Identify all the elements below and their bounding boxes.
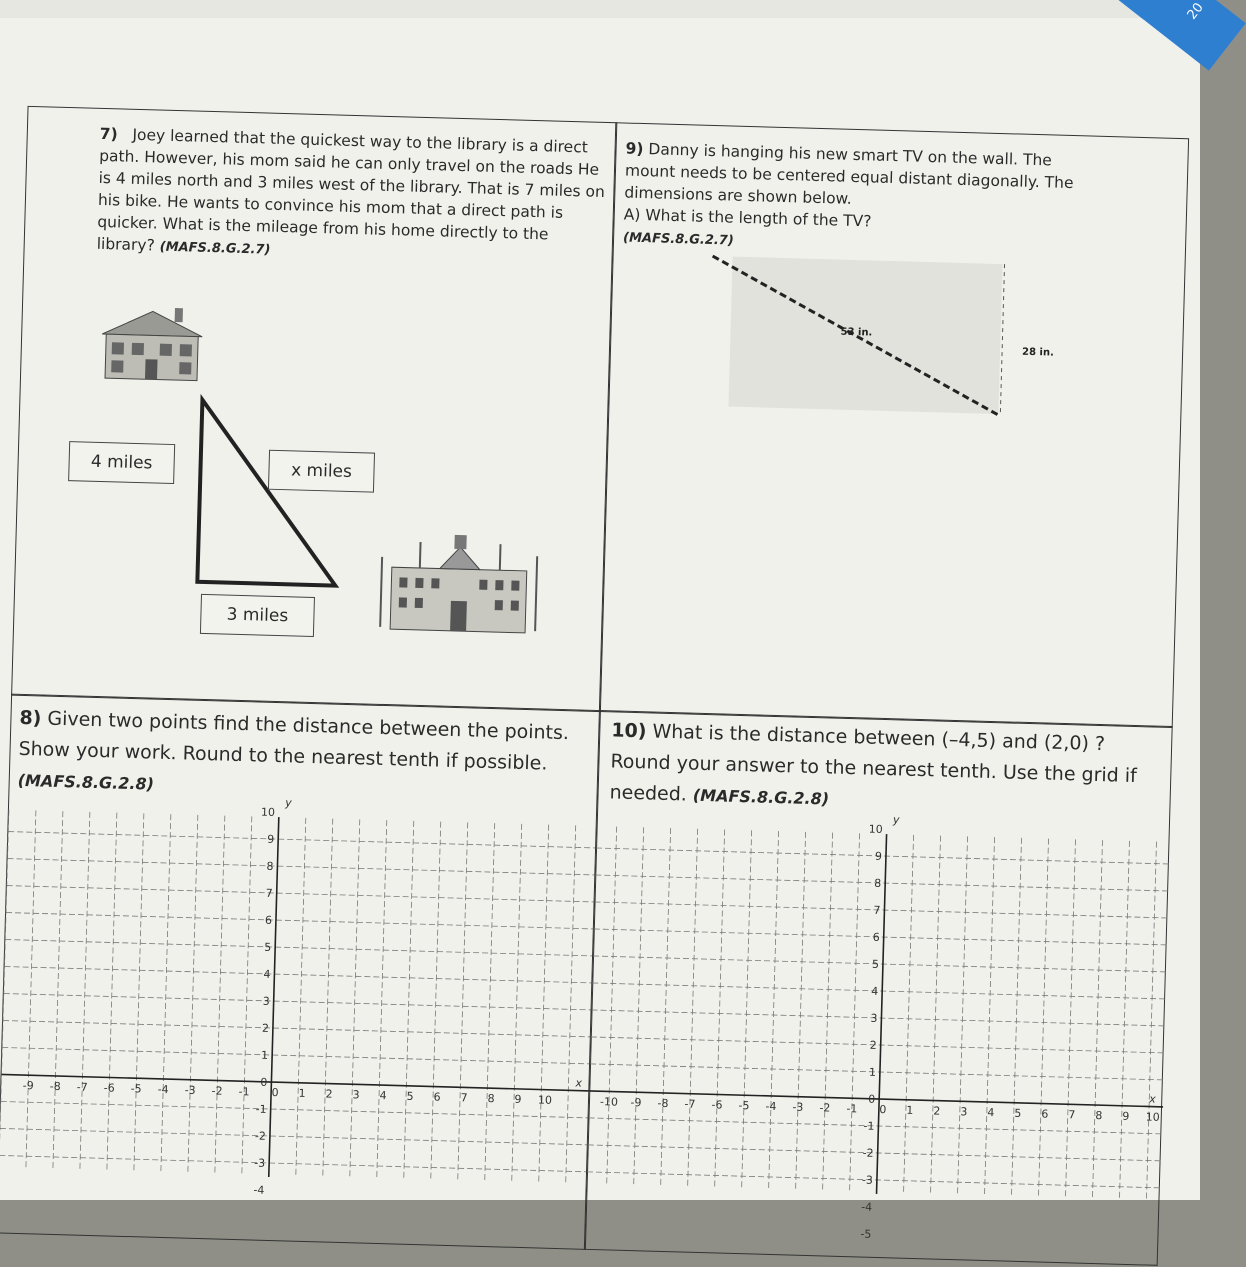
- y-axis-label: y: [285, 796, 292, 810]
- x-axis: [2, 1074, 590, 1093]
- label-3-miles: 3 miles: [200, 594, 315, 637]
- problem-7-number: 7): [99, 124, 118, 144]
- x-tick-label: -4: [765, 1099, 777, 1114]
- x-tick-label: 10: [1145, 1110, 1160, 1124]
- x-tick-label: 3: [352, 1088, 360, 1102]
- grid-line-h: [592, 983, 1166, 999]
- grid-line-v: [607, 827, 617, 1187]
- y-tick-label: 4: [871, 984, 879, 998]
- grid-line-h: [595, 875, 1169, 891]
- y-tick-label: 10: [868, 822, 883, 836]
- problem-8-question: [17, 703, 599, 812]
- x-tick-label: -8: [657, 1096, 669, 1111]
- y-tick-label: 2: [869, 1038, 877, 1052]
- y-tick-label: -4: [253, 1183, 265, 1197]
- x-tick-label: 7: [1068, 1108, 1076, 1122]
- grid-line-v: [904, 835, 914, 1195]
- problem-9-part-a: A) What is the length of the TV?: [623, 205, 872, 231]
- side-label-28: 28 in.: [1021, 346, 1054, 359]
- grid-line-v: [458, 822, 468, 1182]
- grid-line-v: [215, 816, 225, 1176]
- x-tick-label: 0: [879, 1103, 887, 1117]
- grid-line-v: [323, 819, 333, 1179]
- x-tick-label: -9: [22, 1079, 34, 1093]
- x-tick-label: 6: [433, 1090, 441, 1104]
- grid-line-v: [1011, 838, 1021, 1198]
- grid-line-h: [1, 1101, 589, 1117]
- grid-line-h: [594, 929, 1168, 945]
- problem-10-question: [609, 715, 1161, 823]
- grid-line-v: [485, 823, 495, 1183]
- y-tick-label: -5: [860, 1227, 872, 1241]
- tv-diagram: [686, 235, 1093, 496]
- y-tick-label: 8: [266, 859, 274, 873]
- grid-line-h: [595, 902, 1169, 918]
- y-tick-label: 8: [874, 876, 882, 890]
- x-tick-label: 5: [1014, 1106, 1022, 1120]
- grid-line-v: [53, 811, 63, 1171]
- x-tick-label: -1: [238, 1085, 250, 1099]
- grid-line-v: [134, 813, 144, 1173]
- grid-line-v: [661, 828, 671, 1188]
- grid-line-h: [588, 1145, 1162, 1161]
- grid-line-v: [1146, 842, 1156, 1202]
- grid-line-h: [5, 940, 593, 956]
- label-4-miles: 4 miles: [68, 441, 175, 484]
- x-tick-label: -3: [792, 1100, 804, 1114]
- y-tick-label: 10: [260, 805, 276, 820]
- label-x-miles: x miles: [268, 450, 375, 493]
- y-tick-label: 5: [263, 940, 272, 954]
- grid-line-v: [161, 814, 171, 1174]
- problem-7-cell: [11, 106, 617, 712]
- pen-text: 20: [1185, 0, 1208, 23]
- x-tick-label: -6: [103, 1081, 115, 1095]
- x-tick-label: -2: [211, 1084, 223, 1098]
- y-tick-label: 9: [267, 832, 275, 846]
- x-tick-label: 7: [460, 1091, 468, 1105]
- y-tick-label: 1: [260, 1048, 269, 1062]
- grid-line-h: [8, 832, 596, 848]
- y-tick-label: 9: [874, 849, 883, 863]
- problem-9-standard: (MAFS.8.G.2.7): [622, 230, 734, 249]
- y-tick-label: 7: [265, 886, 273, 900]
- grid-line-v: [539, 825, 549, 1185]
- x-tick-label: 5: [406, 1089, 414, 1103]
- x-tick-label: 2: [933, 1104, 941, 1118]
- grid-line-h: [3, 1020, 591, 1036]
- problem-9-cell: [599, 122, 1189, 728]
- grid-line-h: [587, 1172, 1161, 1188]
- x-tick-label: 8: [1095, 1109, 1103, 1123]
- problem-7-question: [96, 123, 610, 271]
- problem-7-text: Joey learned that the quickest way to the library is a direct path. However, his mom said he can only travel on the roads He is 4 miles north and 3 miles west of the library. That is 7 miles on his bike. He wants to convince his mom that a direct path is quicker. What is the mileage from his home directly to the library?: [96, 125, 606, 255]
- grid-line-v: [1038, 839, 1048, 1199]
- x-tick-label: -3: [184, 1083, 196, 1097]
- x-tick-label: -9: [630, 1096, 642, 1110]
- y-tick-label: 7: [873, 903, 881, 917]
- y-tick-label: 0: [867, 1092, 876, 1106]
- problem-10-standard: (MAFS.8.G.2.8): [692, 785, 830, 809]
- grid-line-v: [634, 827, 644, 1187]
- problem-7-standard: (MAFS.8.G.2.7): [159, 239, 271, 258]
- grid-line-h: [4, 994, 592, 1010]
- grid-line-v: [0, 810, 9, 1170]
- grid-line-v: [984, 837, 994, 1197]
- problem-9-text: Danny is hanging his new smart TV on the wall. The mount needs to be centered equal distant diagonally. The dimensions are shown below.: [624, 140, 1074, 208]
- grid-line-v: [742, 830, 752, 1190]
- x-axis-label: x: [1149, 1092, 1156, 1106]
- y-tick-label: 4: [263, 967, 271, 981]
- problem-8-cell: [0, 694, 601, 1250]
- grid-line-v: [242, 816, 252, 1176]
- y-axis-label: y: [892, 813, 900, 827]
- problem-10-number: 10): [611, 719, 647, 743]
- x-tick-label: 1: [906, 1103, 914, 1117]
- x-axis: [589, 1091, 1163, 1110]
- grid-line-h: [8, 859, 596, 875]
- problem-10-text: What is the distance between (–4,5) and (2,0) ? Round your answer to the nearest tenth. Use the grid if needed.: [609, 720, 1138, 806]
- coordinate-grid-8[interactable]: [0, 796, 597, 1197]
- grid-line-h: [589, 1118, 1163, 1134]
- problem-9-number: 9): [625, 139, 644, 159]
- grid-line-v: [931, 836, 941, 1196]
- y-tick-label: -1: [863, 1119, 875, 1133]
- grid-line-v: [188, 815, 198, 1175]
- worksheet-grid: [0, 106, 1189, 1248]
- grid-line-v: [26, 810, 36, 1170]
- grid-line-h: [2, 1047, 590, 1063]
- library-illustration: [370, 527, 548, 642]
- x-tick-label: -6: [711, 1098, 723, 1112]
- x-tick-label: 2: [325, 1087, 333, 1101]
- y-tick-label: 2: [261, 1021, 270, 1035]
- grid-line-h: [0, 1128, 588, 1144]
- x-tick-label: 4: [987, 1106, 995, 1120]
- grid-line-h: [591, 1037, 1165, 1053]
- grid-line-h: [593, 956, 1167, 972]
- right-triangle-diagram: [175, 391, 351, 596]
- x-tick-label: -5: [130, 1082, 142, 1096]
- diag-label-53: 53 in.: [840, 326, 873, 339]
- grid-line-h: [6, 913, 594, 929]
- problem-8-standard: (MAFS.8.G.2.8): [17, 770, 155, 794]
- grid-line-h: [5, 967, 593, 983]
- x-tick-label: 9: [1122, 1109, 1130, 1123]
- x-tick-label: -8: [49, 1079, 61, 1094]
- coordinate-grid-10[interactable]: [587, 813, 1171, 1241]
- y-tick-label: 3: [870, 1011, 878, 1025]
- grid-line-v: [80, 812, 90, 1172]
- x-tick-label: -1: [846, 1102, 858, 1116]
- grid-line-v: [1119, 841, 1129, 1201]
- grid-line-v: [566, 825, 576, 1185]
- y-tick-label: 1: [868, 1065, 877, 1079]
- grid-line-v: [350, 819, 360, 1179]
- grid-line-v: [796, 832, 806, 1192]
- grid-line-h: [590, 1064, 1164, 1080]
- grid-line-v: [296, 818, 306, 1178]
- problem-8-text: Given two points find the distance between the points. Show your work. Round to the nearest tenth if possible.: [18, 707, 570, 775]
- x-tick-label: -4: [157, 1082, 169, 1097]
- problem-10-cell: [584, 710, 1173, 1266]
- grid-line-v: [715, 830, 725, 1190]
- x-tick-label: -10: [599, 1095, 619, 1109]
- x-tick-label: 6: [1041, 1107, 1049, 1121]
- x-tick-label: 1: [298, 1086, 306, 1100]
- problem-8-number: 8): [19, 706, 42, 730]
- y-tick-label: -3: [253, 1156, 266, 1170]
- y-tick-label: 6: [872, 930, 880, 944]
- x-tick-label: -7: [684, 1097, 696, 1111]
- x-tick-label: -7: [76, 1080, 88, 1094]
- y-tick-label: -4: [861, 1200, 873, 1214]
- y-tick-label: 0: [260, 1075, 268, 1089]
- x-tick-label: 8: [487, 1092, 495, 1106]
- y-tick-label: 3: [262, 994, 270, 1008]
- y-tick-label: 6: [264, 913, 273, 927]
- x-tick-label: 10: [537, 1093, 553, 1107]
- y-tick-label: -2: [862, 1146, 874, 1160]
- y-tick-label: -1: [255, 1102, 267, 1116]
- y-tick-label: -3: [861, 1173, 874, 1187]
- grid-line-v: [1092, 840, 1102, 1200]
- x-tick-label: 0: [271, 1086, 279, 1100]
- y-tick-label: -2: [254, 1129, 267, 1143]
- grid-line-v: [823, 833, 833, 1193]
- house-illustration: [91, 304, 213, 387]
- x-tick-label: -5: [738, 1099, 750, 1113]
- x-tick-label: 3: [960, 1105, 968, 1119]
- grid-line-v: [957, 836, 967, 1196]
- grid-line-v: [850, 833, 860, 1193]
- grid-line-v: [404, 821, 414, 1181]
- y-tick-label: 5: [871, 957, 880, 971]
- grid-line-v: [769, 831, 779, 1191]
- grid-line-h: [0, 1155, 587, 1171]
- x-tick-label: 9: [514, 1092, 522, 1107]
- grid-line-v: [1065, 839, 1075, 1199]
- grid-line-h: [592, 1010, 1166, 1026]
- grid-line-v: [688, 829, 698, 1189]
- grid-line-h: [7, 886, 595, 902]
- grid-line-v: [431, 822, 441, 1182]
- x-axis-label: x: [575, 1076, 583, 1090]
- grid-line-v: [377, 820, 387, 1180]
- grid-line-v: [107, 813, 117, 1173]
- x-tick-label: 4: [379, 1089, 387, 1103]
- grid-line-h: [596, 848, 1170, 864]
- x-tick-label: -2: [819, 1101, 831, 1115]
- grid-line-v: [512, 824, 522, 1184]
